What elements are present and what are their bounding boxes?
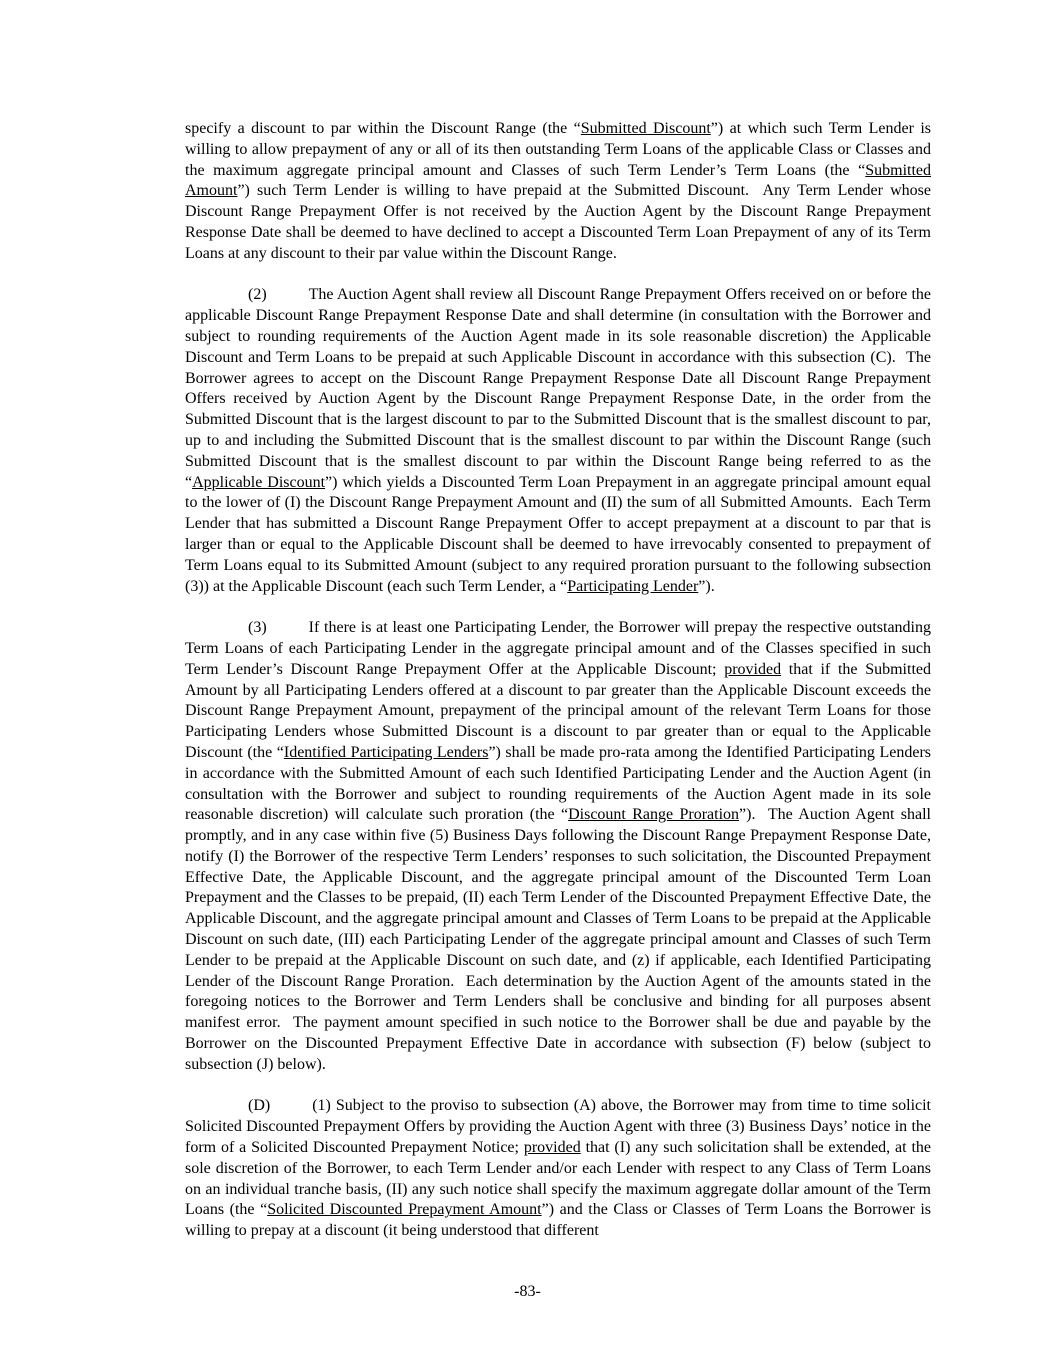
text-run: ”) at which such Term Lender is willing to allow prepayment of any or all of its then outstanding Term Loans of the applicable Class or Classes and the maximum aggregate principal amount and Classes of such Term Lender’s Term Loans (the “ <box>185 120 931 179</box>
text-run: ”) and the Class or Classes of Term Loans the Borrower is willing to prepay at a discount (it being understood that different <box>185 1201 932 1240</box>
defined-term: Discount Range Proration <box>568 806 740 824</box>
text-run: ”) such Term Lender is willing to have prepaid at the Submitted Discount. Any Term Lender whose Discount Range Prepayment Offer is not received by the Auction Agent by the Discount Range Prepayment Response Date shall be deemed to have declined to accept a Discounted Term Loan Prepayment of any of its Term Loans at any discount to their par value within the Discount Range. <box>185 182 931 262</box>
text-run: specify a discount to par within the Discount Range (the “ <box>185 120 581 137</box>
text-run: (3) <box>248 619 267 637</box>
defined-term: Submitted Discount <box>580 120 711 137</box>
defined-term: provided <box>724 660 782 678</box>
defined-term: provided <box>523 1139 581 1157</box>
text-run: that if the Submitted Amount by all Participating Lenders offered at a discount to par greater than the Applicable Discount exceeds the Discount Range Prepayment Amount, prepayment of the principal amount of the relevant Term Loans for those Participating Lenders whose Submitted Discount is a discount to par greater than or equal to the Applicable Discount (the “ <box>185 660 931 761</box>
text-run: (2) <box>248 286 267 304</box>
text-run: ”). The Auction Agent shall promptly, and in any case within five (5) Business Days following the Discount Range Prepayment Response Date, notify (I) the Borrower of the respective Term Lenders’ responses to such solicitation, the Discounted Prepayment Effective Date, the Applicable Discount, and the aggregate principal amount of the Discounted Term Loan Prepayment and the Classes to be prepaid, (II) each Term Lender of the Discounted Prepayment Effective Date, the Applicable Discount, and the aggregate principal amount and Classes of Term Loans to be prepaid at the Applicable Discount on such date, (III) each Participating Lender of the aggregate principal amount and Classes of such Term Lender to be prepaid at the Applicable Discount on such date, and (z) if applicable, each Identified Participating Lender of the Discount Range Proration. Each determination by the Auction Agent of the amounts stated in the foregoing notices to the Borrower and Term Lenders shall be conclusive and binding for all purposes absent manifest error. The payment amount specified in such notice to the Borrower shall be due and payable by the Borrower on the Discounted Prepayment Effective Date in accordance with subsection (F) below (subject to subsection (J) below). <box>185 806 931 1073</box>
document-body <box>185 119 931 1263</box>
text-run: that (I) any such solicitation shall be extended, at the sole discretion of the Borrower, to each Term Lender and/or each Lender with respect to any Class of Term Loans on an individual tranche basis, (II) any such notice shall specify the maximum aggregate dollar amount of the Term Loans (the “ <box>185 1139 932 1219</box>
text-run: If there is at least one Participating Lender, the Borrower will prepay the respective outstanding Term Loans of each Participating Lender in the aggregate principal amount and of the Classes specified in such Term Lender’s Discount Range Prepayment Offer at the Applicable Discount; <box>185 619 931 678</box>
paragraph-2 <box>185 285 931 597</box>
defined-term: Identified Participating Lenders <box>283 743 489 761</box>
defined-term: Solicited Discounted Prepayment Amount <box>267 1201 542 1219</box>
page-number: -83- <box>514 1283 541 1300</box>
defined-term: Participating Lender <box>567 577 699 595</box>
text-run: The Auction Agent shall review all Discount Range Prepayment Offers received on or before the applicable Discount Range Prepayment Response Date and shall determine (in consultation with the Borrower and subject to rounding requirements of the Auction Agent made in its sole reasonable discretion) the Applicable Discount and Term Loans to be prepaid at such Applicable Discount in accordance with this subsection (C). The Borrower agrees to accept on the Discount Range Prepayment Response Date all Discount Range Prepayment Offers received by Auction Agent by the Discount Range Prepayment Response Date, in the order from the Submitted Discount that is the largest discount to par to the Submitted Discount that is the smallest discount to par, up to and including the Submitted Discount that is the smallest discount to par within the Discount Range (such Submitted Discount that is the smallest discount to par within the Discount Range being referred to as the “ <box>185 286 931 491</box>
text-run: ”) shall be made pro-rata among the Identified Participating Lenders in accordance with the Submitted Amount of each such Identified Participating Lender and the Auction Agent (in consultation with the Borrower and subject to rounding requirements of the Auction Agent made in its sole reasonable discretion) will calculate such proration (the “ <box>185 743 932 824</box>
paragraph-4 <box>185 1096 931 1242</box>
text-run: (1) Subject to the proviso to subsection (A) above, the Borrower may from time to time solicit Solicited Discounted Prepayment Offers by providing the Auction Agent with three (3) Business Days’ notice in the form of a Solicited Discounted Prepayment Notice; <box>185 1097 931 1157</box>
text-run: ”). <box>698 577 715 595</box>
paragraph-1 <box>185 119 931 265</box>
defined-term: Applicable Discount <box>192 473 326 491</box>
text-run: (D) <box>248 1097 271 1115</box>
defined-term: Submitted Amount <box>185 161 931 200</box>
paragraph-3 <box>185 618 931 1076</box>
text-run: ”) which yields a Discounted Term Loan Prepayment in an aggregate principal amount equal to the lower of (I) the Discount Range Prepayment Amount and (II) the sum of all Submitted Amounts. Each Term Lender that has submitted a Discount Range Prepayment Offer to accept prepayment at a discount to par that is larger than or equal to the Applicable Discount shall be deemed to have irrevocably consented to prepayment of Term Loans equal to its Submitted Amount (subject to any required proration pursuant to the following subsection (3)) at the Applicable Discount (each such Term Lender, a “ <box>185 473 932 595</box>
